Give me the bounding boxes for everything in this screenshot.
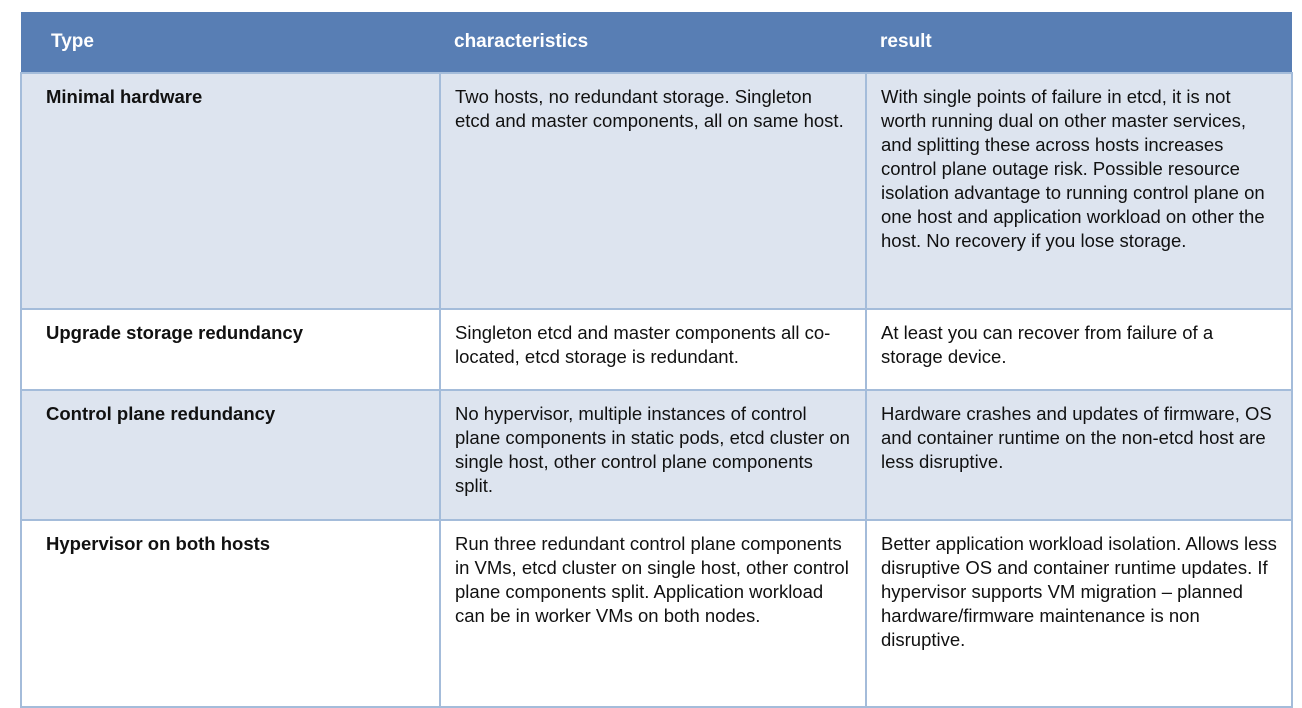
cell-type: Upgrade storage redundancy [21,309,440,390]
column-header-type: Type [21,12,440,73]
cell-characteristics: Two hosts, no redundant storage. Singleton etcd and master components, all on same host. [440,73,866,309]
cell-type: Control plane redundancy [21,390,440,520]
cell-result: With single points of failure in etcd, it is not worth running dual on other master services, and splitting these across hosts increases control plane outage risk. Possible resource isolation advantage to running control plane on one host and application workload on other the host. No recovery if you lose storage. [866,73,1292,309]
cell-characteristics: Run three redundant control plane components in VMs, etcd cluster on single host, other control plane components split. Application workload can be in worker VMs on both nodes. [440,520,866,707]
column-header-result: result [866,12,1292,73]
cell-type: Hypervisor on both hosts [21,520,440,707]
table-row-minimal-hardware [21,73,1292,309]
table-row-hypervisor-on-both-hosts [21,520,1292,707]
cell-result: At least you can recover from failure of a storage device. [866,309,1292,390]
cluster-topology-comparison-table [20,12,1293,708]
cell-type: Minimal hardware [21,73,440,309]
table-row-upgrade-storage-redundancy [21,309,1292,390]
cell-result: Better application workload isolation. Allows less disruptive OS and container runtime updates. If hypervisor supports VM migration – planned hardware/firmware maintenance is non disruptive. [866,520,1292,707]
column-header-characteristics: characteristics [440,12,866,73]
table-row-control-plane-redundancy [21,390,1292,520]
cell-characteristics: No hypervisor, multiple instances of control plane components in static pods, etcd cluster on single host, other control plane components split. [440,390,866,520]
cell-characteristics: Singleton etcd and master components all co-located, etcd storage is redundant. [440,309,866,390]
table-header-row [21,12,1292,73]
cell-result: Hardware crashes and updates of firmware, OS and container runtime on the non-etcd host are less disruptive. [866,390,1292,520]
